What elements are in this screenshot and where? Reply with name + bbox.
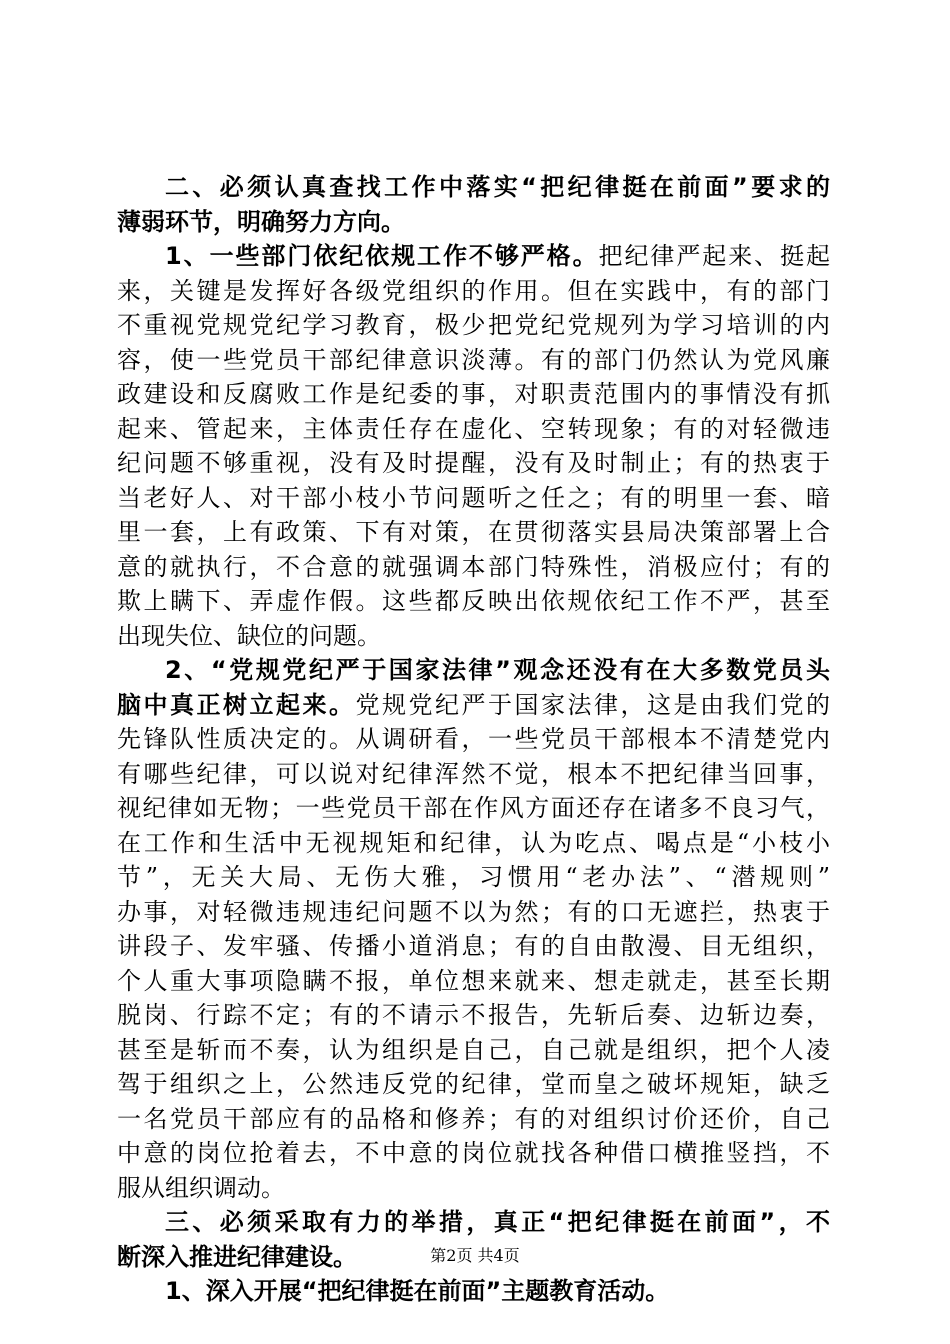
paragraph-line: 讲段子、发牢骚、传播小道消息；有的自由散漫、目无组织，: [117, 932, 830, 960]
paragraph-line: 政建设和反腐败工作是纪委的事，对职责范围内的事情没有抓: [117, 380, 830, 408]
paragraph-line: 节”，无关大局、无伤大雅，习惯用“老办法”、“潜规则”: [117, 863, 830, 891]
paragraph-line: 办事，对轻微违规违纪问题不以为然；有的口无遮拦，热衷于: [117, 897, 830, 926]
paragraph-line: 不重视党规党纪学习教育，极少把党纪党规列为学习培训的内: [117, 311, 830, 339]
paragraph-line: 驾于组织之上，公然违反党的纪律，堂而皇之破坏规矩，缺乏: [117, 1070, 830, 1098]
paragraph-line: 甚至是斩而不奏，认为组织是自己，自己就是组织，把个人凌: [117, 1035, 830, 1064]
paragraph-text: 把纪律严起来、挺起: [598, 242, 830, 270]
paragraph-line: 意的就执行，不合意的就强调本部门特殊性，消极应付；有的: [117, 552, 830, 581]
paragraph-line: 服从组织调动。: [117, 1173, 285, 1202]
paragraph-line: 出现失位、缺位的问题。: [117, 621, 381, 650]
paragraph-line: 中意的岗位抢着去，不中意的岗位就找各种借口横推竖挡，不: [117, 1139, 830, 1167]
heading-section-3-line-2: 断深入推进纪律建设。: [117, 1242, 357, 1271]
subheading-2-line-1: 2、“党规党纪严于国家法律”观念还没有在大多数党员头: [165, 656, 830, 684]
paragraph-line: 一名党员干部应有的品格和修养；有的对组织讨价还价，自己: [117, 1104, 830, 1133]
subheading-1: 1、一些部门依纪依规工作不够严格。: [165, 242, 599, 270]
paragraph-text: 党规党纪严于国家法律，这是由我们党的: [355, 690, 830, 719]
subheading-2-line-2: 脑中真正树立起来。: [117, 690, 356, 719]
page-footer: [0, 1243, 950, 1266]
paragraph-line: 里一套，上有政策、下有对策，在贯彻落实县局决策部署上合: [117, 518, 830, 546]
paragraph-line: 欺上瞒下、弄虚作假。这些都反映出依规依纪工作不严，甚至: [117, 587, 830, 615]
paragraph-line: 容，使一些党员干部纪律意识淡薄。有的部门仍然认为党风廉: [117, 345, 830, 374]
paragraph-line: 来，关键是发挥好各级党组织的作用。但在实践中，有的部门: [117, 276, 830, 305]
page-number-label: 第2页 共4页: [430, 1246, 520, 1265]
paragraph-line: [117, 688, 830, 723]
paragraph-line: 纪问题不够重视，没有及时提醒，没有及时制止；有的热衷于: [117, 449, 830, 477]
heading-section-2-line-1: 二、必须认真查找工作中落实“把纪律挺在前面”要求的: [165, 173, 830, 201]
paragraph-line: 起来、管起来，主体责任存在虚化、空转现象；有的对轻微违: [117, 414, 830, 443]
paragraph-line: 视纪律如无物；一些党员干部在作风方面还存在诸多不良习气，: [117, 794, 830, 822]
heading-section-2-line-2: 薄弱环节，明确努力方向。: [117, 207, 405, 236]
subheading-3-1: 1、深入开展“把纪律挺在前面”主题教育活动。: [165, 1277, 670, 1305]
document-body: [117, 170, 830, 1309]
paragraph-line: [117, 239, 830, 274]
paragraph-line: 个人重大事项隐瞒不报，单位想来就来、想走就走，甚至长期: [117, 966, 830, 995]
paragraph-line: 在工作和生活中无视规矩和纪律，认为吃点、喝点是“小枝小: [117, 828, 830, 857]
paragraph-line: 先锋队性质决定的。从调研看，一些党员干部根本不清楚党内: [117, 725, 830, 753]
heading-section-3-line-1: 三、必须采取有力的举措，真正“把纪律挺在前面”，不: [165, 1208, 830, 1236]
paragraph-line: 当老好人、对干部小枝小节问题听之任之；有的明里一套、暗: [117, 483, 830, 512]
paragraph-line: 脱岗、行踪不定；有的不请示不报告，先斩后奏、边斩边奏，: [117, 1001, 830, 1029]
paragraph-line: 有哪些纪律，可以说对纪律浑然不觉，根本不把纪律当回事，: [117, 759, 830, 788]
